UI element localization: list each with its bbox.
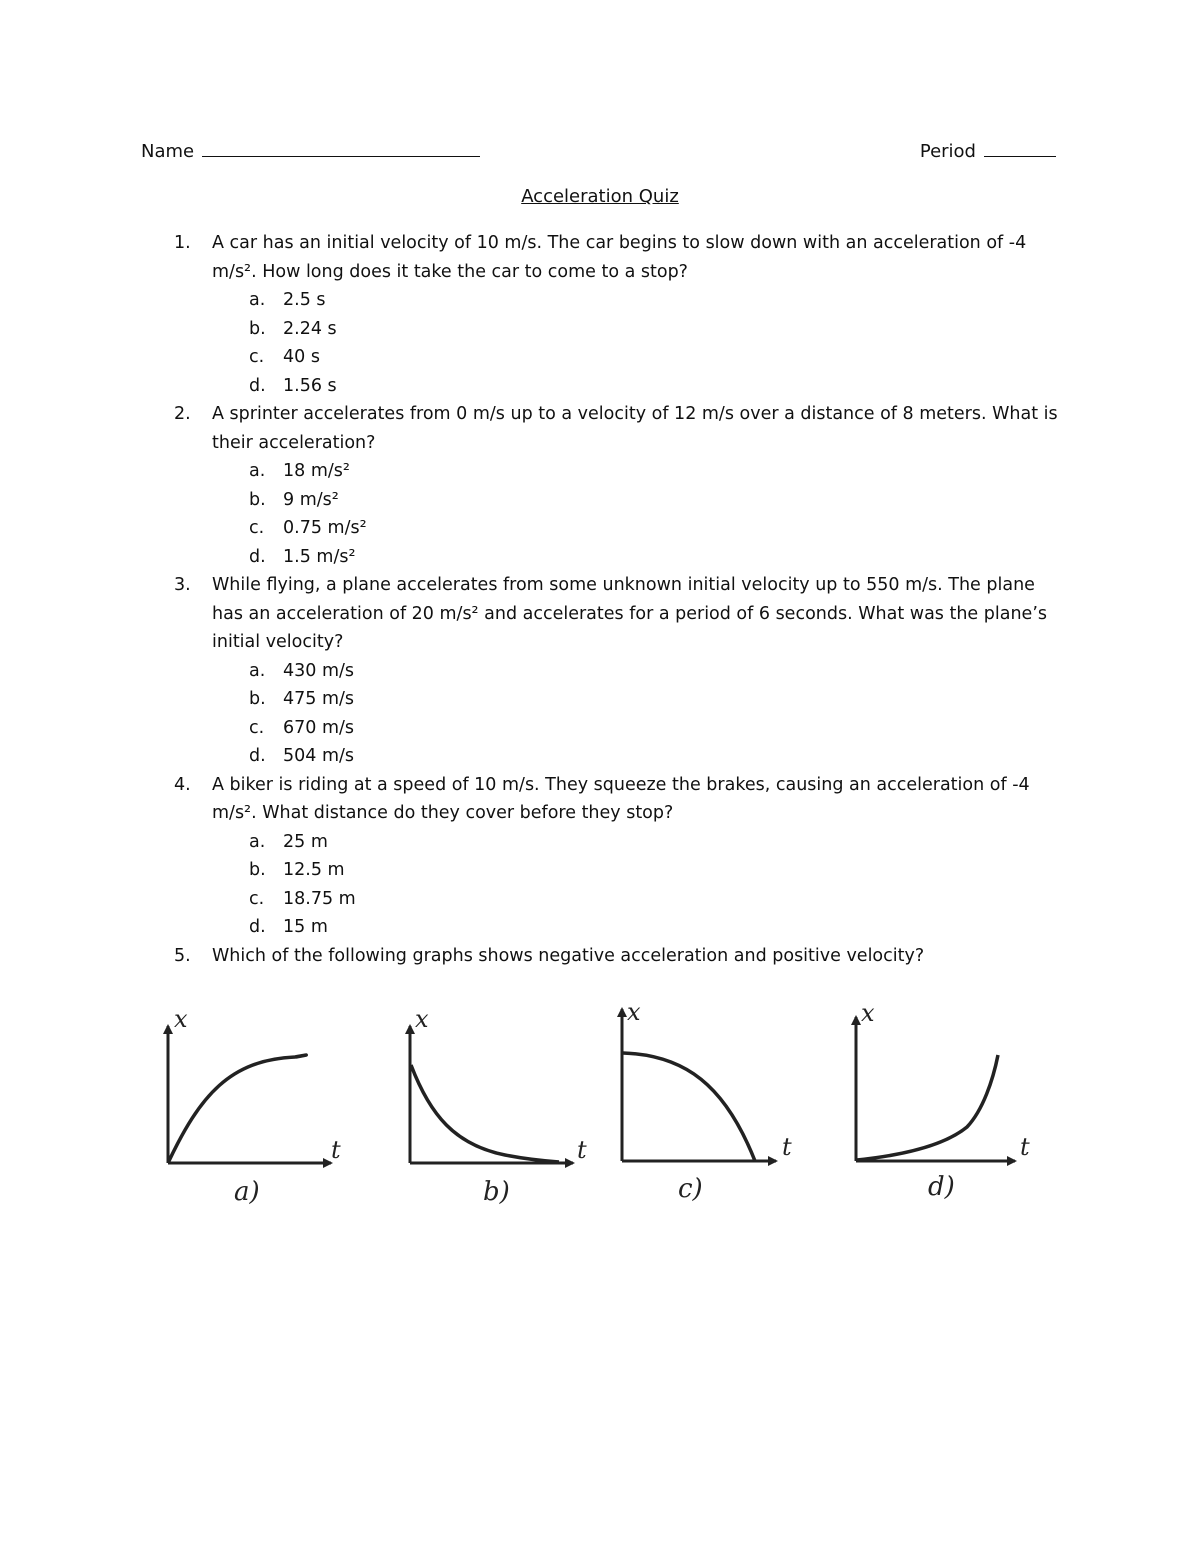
option-text: 2.5 s bbox=[283, 290, 326, 310]
quiz-title bbox=[0, 186, 1200, 207]
period-blank-line[interactable] bbox=[984, 156, 1056, 157]
option-text: 15 m bbox=[283, 917, 328, 937]
graph-d-t-label: t bbox=[1020, 1133, 1030, 1161]
option-letter: a. bbox=[249, 290, 266, 310]
option-text: 670 m/s bbox=[283, 717, 355, 738]
question-number: 4. bbox=[174, 774, 191, 795]
option-text: 12.5 m bbox=[283, 860, 345, 880]
answer-option[interactable] bbox=[212, 913, 1062, 942]
option-text: 18.75 m bbox=[283, 888, 356, 909]
question-text: A car has an initial velocity of 10 m/s. The car begins to slow down with an acceleration of -4 m/s². How long does it take the car to come to a stop? bbox=[212, 233, 1027, 282]
graph-c-t-label: t bbox=[782, 1133, 792, 1161]
option-letter: c. bbox=[249, 888, 265, 909]
question-text: A sprinter accelerates from 0 m/s up to a velocity of 12 m/s over a distance of 8 meters. What is their acceleration? bbox=[212, 404, 1058, 453]
answer-option[interactable] bbox=[212, 315, 1062, 344]
answer-option[interactable] bbox=[212, 343, 1062, 372]
graph-a-curve bbox=[168, 1055, 306, 1163]
period-field[interactable] bbox=[920, 141, 1056, 162]
graph-a-x-label: x bbox=[174, 1005, 188, 1033]
graph-d-x-label: x bbox=[861, 999, 875, 1027]
option-text: 2.24 s bbox=[283, 318, 337, 339]
graph-a-t-label: t bbox=[331, 1136, 341, 1164]
option-letter: c. bbox=[249, 518, 265, 538]
quiz-title-text: Acceleration Quiz bbox=[521, 186, 679, 207]
answer-options bbox=[212, 657, 1062, 771]
question-text: Which of the following graphs shows negative acceleration and positive velocity? bbox=[212, 945, 925, 966]
option-letter: d. bbox=[249, 375, 266, 396]
option-text: 1.5 m/s² bbox=[283, 546, 356, 567]
option-letter: b. bbox=[249, 489, 266, 510]
answer-option[interactable] bbox=[212, 885, 1062, 914]
graph-b-caption: b) bbox=[483, 1177, 510, 1207]
graph-b-x-label: x bbox=[415, 1005, 429, 1033]
option-text: 25 m bbox=[283, 831, 328, 852]
answer-option[interactable] bbox=[212, 685, 1062, 714]
answer-options bbox=[212, 286, 1062, 400]
graph-d-caption: d) bbox=[928, 1172, 955, 1202]
answer-option[interactable] bbox=[212, 856, 1062, 885]
question-2 bbox=[0, 400, 1062, 571]
option-text: 504 m/s bbox=[283, 746, 355, 766]
answer-option[interactable] bbox=[212, 514, 1062, 543]
question-5 bbox=[0, 942, 1062, 971]
question-3 bbox=[0, 571, 1062, 771]
period-label: Period bbox=[919, 141, 976, 162]
graph-c-curve bbox=[623, 1053, 755, 1161]
answer-option[interactable] bbox=[212, 486, 1062, 515]
question-1 bbox=[0, 229, 1062, 400]
option-letter: d. bbox=[249, 746, 266, 766]
question-list bbox=[0, 229, 1200, 970]
graph-c bbox=[622, 998, 792, 1204]
graph-d bbox=[856, 999, 1030, 1202]
name-blank-line[interactable] bbox=[202, 156, 480, 157]
option-letter: b. bbox=[249, 689, 266, 709]
option-letter: a. bbox=[249, 660, 266, 681]
graphs-figure bbox=[145, 995, 1055, 1215]
answer-option[interactable] bbox=[212, 742, 1062, 771]
option-letter: c. bbox=[249, 347, 265, 367]
option-text: 9 m/s² bbox=[283, 489, 339, 510]
graph-options bbox=[145, 995, 1055, 1215]
header-row bbox=[141, 141, 1056, 171]
option-letter: d. bbox=[249, 917, 266, 937]
answer-options bbox=[212, 457, 1062, 571]
graph-a-caption: a) bbox=[234, 1177, 260, 1207]
option-text: 18 m/s² bbox=[283, 461, 350, 481]
option-text: 475 m/s bbox=[283, 689, 355, 709]
answer-option[interactable] bbox=[212, 714, 1062, 743]
answer-option[interactable] bbox=[212, 457, 1062, 486]
graph-d-curve bbox=[857, 1055, 998, 1160]
graph-c-x-label: x bbox=[627, 998, 641, 1026]
answer-options bbox=[212, 828, 1062, 942]
question-4 bbox=[0, 771, 1062, 942]
option-letter: b. bbox=[249, 318, 266, 339]
option-text: 1.56 s bbox=[283, 375, 337, 396]
answer-option[interactable] bbox=[212, 828, 1062, 857]
graph-b bbox=[410, 1005, 587, 1207]
option-text: 40 s bbox=[283, 347, 320, 367]
question-number: 3. bbox=[174, 575, 191, 595]
question-text: A biker is riding at a speed of 10 m/s. They squeeze the brakes, causing an acceleration of -4 m/s². What distance do they cover before they stop? bbox=[212, 774, 1030, 823]
question-number: 1. bbox=[174, 233, 191, 253]
name-label: Name bbox=[141, 141, 195, 162]
option-text: 0.75 m/s² bbox=[283, 518, 367, 538]
answer-option[interactable] bbox=[212, 543, 1062, 572]
option-letter: c. bbox=[249, 717, 265, 738]
answer-option[interactable] bbox=[212, 372, 1062, 401]
graph-a bbox=[168, 1005, 341, 1207]
option-letter: a. bbox=[249, 461, 266, 481]
question-text: While flying, a plane accelerates from some unknown initial velocity up to 550 m/s. The plane has an acceleration of 20 m/s² and accelerates for a period of 6 seconds. What was the plane’s initial velocity? bbox=[212, 575, 1047, 652]
graph-b-curve bbox=[411, 1065, 559, 1162]
option-text: 430 m/s bbox=[283, 660, 355, 681]
option-letter: d. bbox=[249, 546, 266, 567]
question-number: 2. bbox=[174, 404, 191, 424]
name-field[interactable] bbox=[141, 141, 480, 162]
option-letter: a. bbox=[249, 831, 266, 852]
answer-option[interactable] bbox=[212, 286, 1062, 315]
option-letter: b. bbox=[249, 860, 266, 880]
question-number: 5. bbox=[174, 945, 191, 966]
answer-option[interactable] bbox=[212, 657, 1062, 686]
graph-c-caption: c) bbox=[678, 1174, 703, 1204]
graph-b-t-label: t bbox=[577, 1136, 587, 1164]
